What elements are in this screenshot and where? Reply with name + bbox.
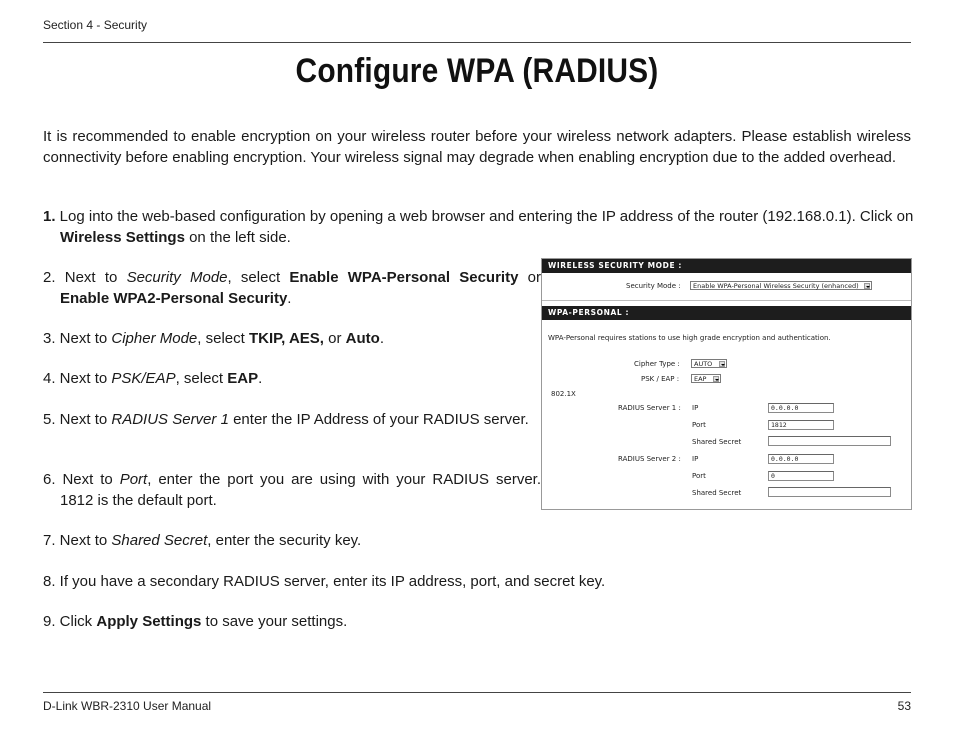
cipher-type-select[interactable] — [691, 359, 727, 368]
step-field-name: Security Mode — [126, 269, 228, 286]
step-number: 9. — [43, 613, 56, 630]
section-header: Section 4 - Security — [43, 18, 148, 32]
step-text: If you have a secondary RADIUS server, enter its IP address, port, and secret key. — [55, 573, 606, 590]
step-emphasis: Apply Settings — [96, 613, 202, 630]
step-text: enter the IP Address of your RADIUS server. — [228, 411, 529, 428]
radius2-port-input[interactable]: 0 — [768, 471, 834, 481]
step-5 — [43, 410, 541, 431]
radius2-port-label: Port — [692, 472, 706, 480]
chevron-down-icon — [713, 376, 719, 382]
step-1 — [43, 207, 928, 248]
step-emphasis: Enable WPA2-Personal Security — [60, 289, 288, 307]
step-text: on the left side. — [184, 228, 291, 246]
step-9 — [43, 612, 928, 633]
radius2-secret-input[interactable] — [768, 487, 891, 497]
radius2-ip-input[interactable]: 0.0.0.0 — [768, 454, 834, 464]
radius1-ip-label: IP — [692, 404, 699, 412]
step-number: 6. — [43, 471, 56, 488]
step-text: , select — [197, 330, 249, 347]
step-8 — [43, 572, 928, 593]
chevron-down-icon — [719, 361, 725, 367]
step-text: . — [258, 370, 263, 387]
dot1x-label: 802.1X — [551, 390, 576, 398]
step-number: 5. — [43, 411, 56, 428]
step-emphasis: EAP — [227, 370, 259, 387]
router-config-panel — [541, 258, 912, 510]
step-field-name: Cipher Mode — [111, 330, 198, 347]
step-2 — [43, 268, 541, 309]
step-text: Next to — [55, 471, 120, 488]
header-rule — [43, 42, 911, 43]
step-text: Log into the web-based configuration by opening a web browser and entering the IP address of the router (192.168.0.1). Click on — [55, 208, 914, 225]
step-text: Next to — [55, 370, 112, 387]
chevron-down-icon — [864, 283, 870, 289]
step-3 — [43, 329, 541, 350]
psk-eap-select[interactable] — [691, 374, 721, 383]
step-number: 1. — [43, 208, 56, 225]
radius1-secret-input[interactable] — [768, 436, 891, 446]
step-emphasis: Auto — [345, 330, 380, 347]
page-number: 53 — [897, 699, 911, 713]
radius1-ip-input[interactable]: 0.0.0.0 — [768, 403, 834, 413]
step-emphasis: Enable WPA-Personal Security — [289, 269, 519, 286]
step-text: . — [379, 330, 384, 347]
step-field-name: Shared Secret — [111, 532, 208, 549]
step-number: 4. — [43, 370, 56, 387]
security-mode-value: Enable WPA-Personal Wireless Security (enhanced) — [693, 282, 859, 290]
page-title: Configure WPA (RADIUS) — [295, 52, 659, 90]
psk-eap-value: EAP — [694, 375, 707, 383]
step-text: Next to — [55, 269, 127, 286]
step-4 — [43, 369, 541, 390]
footer-rule — [43, 692, 911, 693]
step-text: . — [287, 289, 292, 307]
security-mode-label: Security Mode : — [626, 282, 681, 290]
step-text: , select — [227, 269, 290, 286]
divider — [542, 300, 911, 301]
step-text: , enter the port you are using with your RADIUS server. 1812 is the default port. — [60, 471, 541, 509]
step-text: Next to — [55, 330, 112, 347]
radius2-ip-label: IP — [692, 455, 699, 463]
step-text: Next to — [55, 411, 112, 428]
step-text: , select — [175, 370, 228, 387]
step-number: 2. — [43, 269, 56, 286]
radius1-secret-label: Shared Secret — [692, 438, 742, 446]
psk-eap-label: PSK / EAP : — [641, 375, 680, 383]
step-field-name: RADIUS Server 1 — [111, 411, 229, 428]
intro-paragraph: It is recommended to enable encryption on your wireless router before your wireless network adapters. Please establish wireless connectivity before enabling encryption. Your wireless signal may degrade when enabling encryption due to the added overhead. — [43, 128, 911, 166]
step-emphasis: TKIP, AES, — [248, 330, 324, 347]
radius2-secret-label: Shared Secret — [692, 489, 742, 497]
wpa-personal-bar: WPA-PERSONAL : — [542, 306, 911, 320]
step-number: 8. — [43, 573, 56, 590]
manual-title: D-Link WBR-2310 User Manual — [43, 699, 212, 713]
step-6 — [43, 470, 541, 511]
radius1-port-input[interactable]: 1812 — [768, 420, 834, 430]
security-mode-select[interactable] — [690, 281, 872, 290]
step-text: or — [518, 269, 542, 286]
step-text: or — [323, 330, 346, 347]
step-text: Next to — [55, 532, 112, 549]
step-text: Click — [55, 613, 97, 630]
step-text: to save your settings. — [201, 613, 348, 630]
security-mode-bar: WIRELESS SECURITY MODE : — [542, 259, 911, 273]
step-text: , enter the security key. — [207, 532, 362, 549]
cipher-type-label: Cipher Type : — [634, 360, 680, 368]
step-emphasis: Wireless Settings — [60, 228, 185, 246]
step-field-name: PSK/EAP — [111, 370, 176, 387]
step-number: 7. — [43, 532, 56, 549]
step-field-name: Port — [119, 471, 148, 488]
radius-server-2-label: RADIUS Server 2 : — [618, 455, 681, 463]
radius-server-1-label: RADIUS Server 1 : — [618, 404, 681, 412]
wpa-description: WPA-Personal requires stations to use high grade encryption and authentication. — [548, 334, 831, 342]
step-number: 3. — [43, 330, 56, 347]
step-7 — [43, 531, 928, 552]
radius1-port-label: Port — [692, 421, 706, 429]
cipher-type-value: AUTO — [694, 360, 713, 368]
